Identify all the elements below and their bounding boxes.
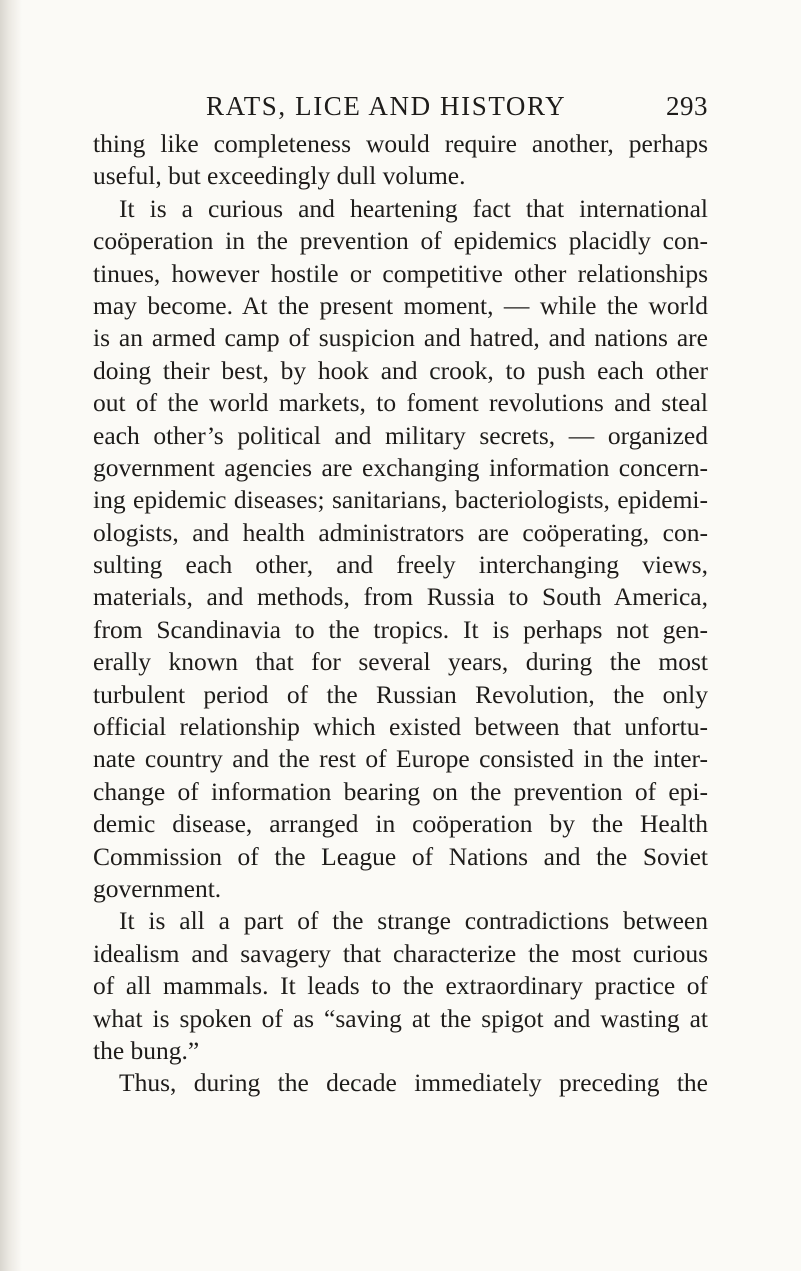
running-title: RATS, LICE AND HISTORY: [206, 91, 567, 121]
text-line: materials, and methods, from Russia to South America,: [93, 582, 708, 612]
text-line: the bung.”: [93, 1035, 200, 1065]
text-line: each other’s political and military secrets, — organized: [93, 420, 708, 450]
text-line: of all mammals. It leads to the extraordinary practice of: [93, 971, 708, 1001]
text-line: Thus, during the decade immediately preceding the: [119, 1068, 708, 1098]
text-line: out of the world markets, to foment revolutions and steal: [93, 388, 708, 418]
text-line: It is a curious and heartening fact that international: [119, 193, 708, 223]
text-line: ing epidemic diseases; sanitarians, bacteriologists, epidemi-: [93, 485, 708, 515]
text-line: may become. At the present moment, — while the world: [93, 290, 708, 320]
text-line: government.: [93, 873, 222, 903]
text-line: demic disease, arranged in coöperation by the Health: [93, 809, 708, 839]
body-text: [93, 128, 708, 1100]
text-line: what is spoken of as “saving at the spigot and wasting at: [93, 1003, 708, 1033]
text-line: coöperation in the prevention of epidemics placidly con-: [93, 226, 708, 256]
text-line: ologists, and health administrators are coöperating, con-: [93, 517, 708, 547]
text-line: useful, but exceedingly dull volume.: [93, 161, 466, 191]
binding-gutter-shadow: [0, 0, 22, 1271]
text-line: sulting each other, and freely interchanging views,: [93, 550, 708, 580]
text-line: turbulent period of the Russian Revolution, the only: [93, 679, 708, 709]
text-line: idealism and savagery that characterize the most curious: [93, 938, 708, 968]
text-line: official relationship which existed between that unfortu-: [93, 712, 708, 742]
text-line: nate country and the rest of Europe consisted in the inter-: [93, 744, 708, 774]
text-line: It is all a part of the strange contradictions between: [119, 906, 708, 936]
text-line: erally known that for several years, during the most: [93, 647, 708, 677]
page-number: 293: [666, 91, 708, 121]
text-line: government agencies are exchanging information concern-: [93, 452, 708, 482]
text-line: Commission of the League of Nations and the Soviet: [93, 841, 708, 871]
text-line: tinues, however hostile or competitive other relationships: [93, 258, 708, 288]
text-line: change of information bearing on the prevention of epi-: [93, 776, 708, 806]
text-line: is an armed camp of suspicion and hatred, and nations are: [93, 323, 708, 353]
text-line: thing like completeness would require another, perhaps: [93, 129, 708, 158]
running-head: [206, 88, 708, 124]
text-line: doing their best, by hook and crook, to push each other: [93, 355, 708, 385]
text-line: from Scandinavia to the tropics. It is perhaps not gen-: [93, 614, 708, 644]
